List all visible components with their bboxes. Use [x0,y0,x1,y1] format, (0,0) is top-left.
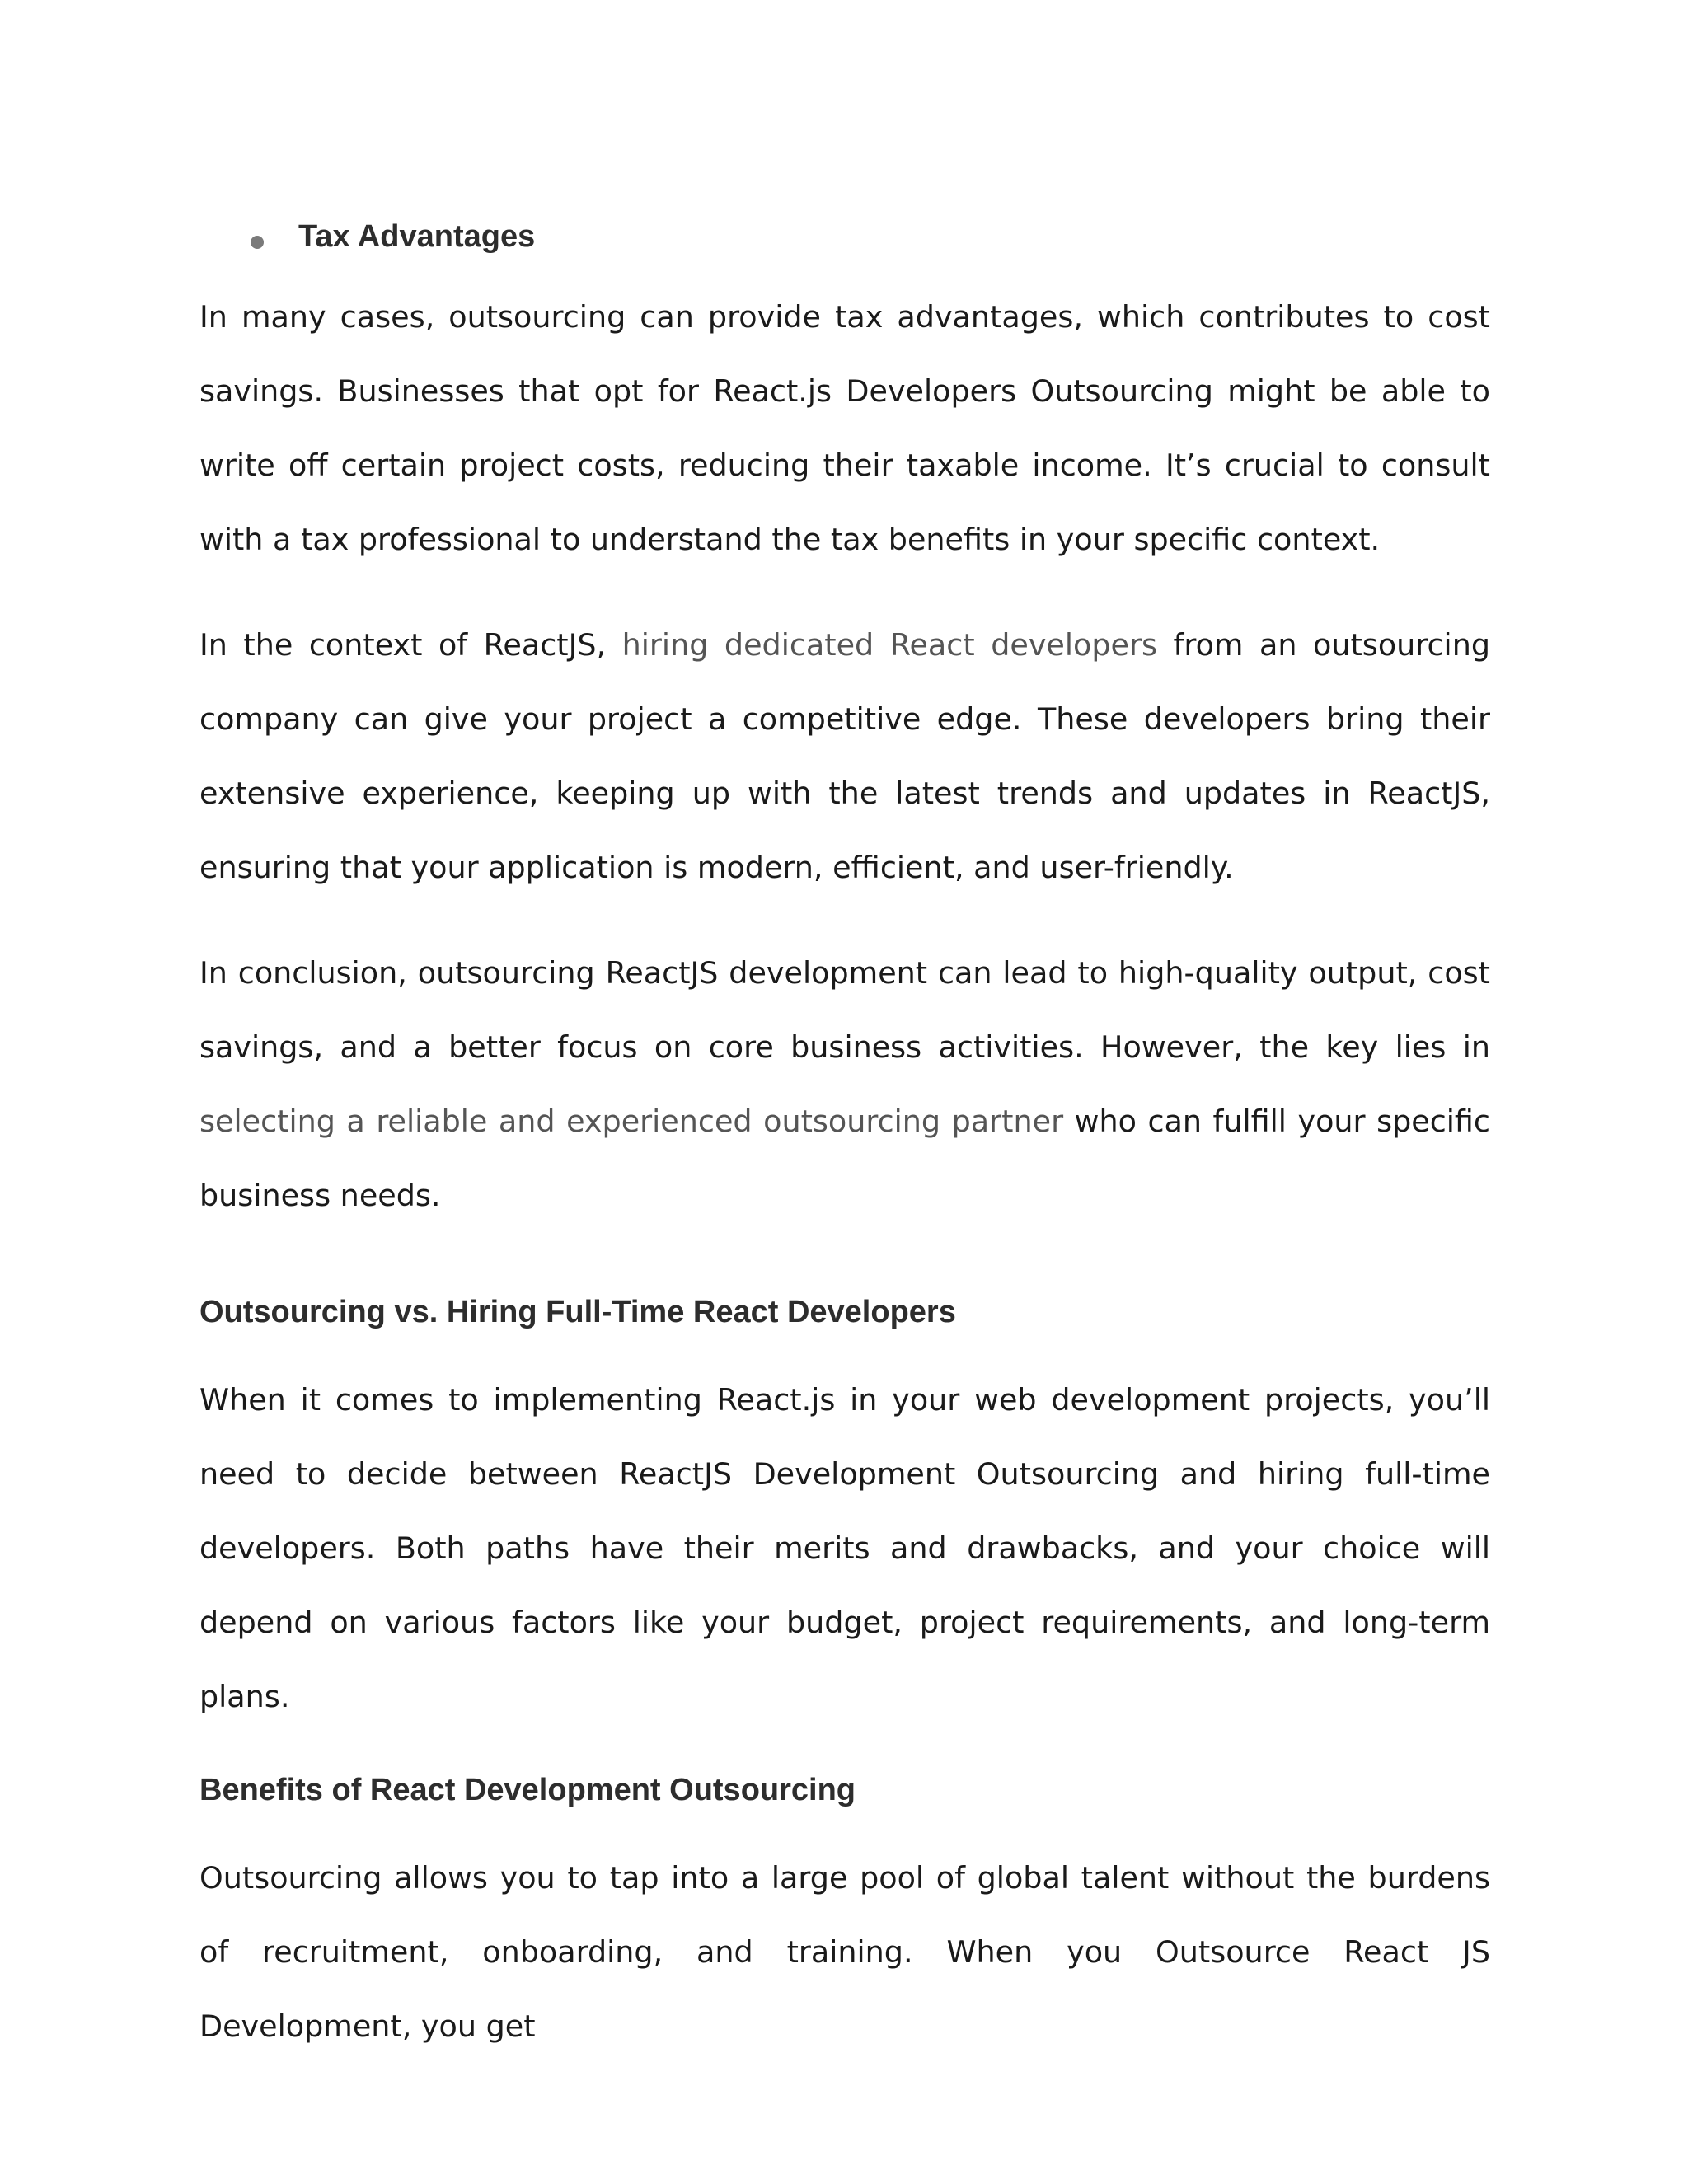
heading-outsourcing-vs-hiring: Outsourcing vs. Hiring Full-Time React Developers [199,1295,956,1329]
paragraph-text: In conclusion, outsourcing ReactJS development can lead to high-quality output, cost savings, and a better focus on core business activities. However, the key lies in [199,955,1490,1065]
paragraph-reactjs-context [199,608,1490,905]
paragraph-benefits-of-outsourcing: Outsourcing allows you to tap into a large pool of global talent without the burdens of recruitment, onboarding, and training. When you Outsource React JS Development, you get [199,1860,1490,2044]
bullet-item-tax-advantages [199,216,1490,265]
bullet-dot-icon [251,236,264,249]
paragraph-outsourcing-vs-hiring: When it comes to implementing React.js in your web development projects, you’ll need to decide between ReactJS Development Outsourcing and hiring full-time developers. Both paths have their merits and drawbacks, and your choice will depend on various factors like your budget, project requirements, and long-term plans. [199,1382,1490,1714]
link-hiring-dedicated-react-developers[interactable]: hiring dedicated React developers [621,627,1157,663]
paragraph-tax-advantages: In many cases, outsourcing can provide tax advantages, which contributes to cost savings. Businesses that opt for React.js Developers Outsourcing might be able to write off certain project costs, reducing their taxable income. It’s crucial to consult with a tax professional to understand the tax benefits in your specific context. [199,299,1490,557]
paragraph-text: In the context of ReactJS, [199,627,622,663]
paragraph-conclusion [199,936,1490,1233]
heading-benefits-of-outsourcing: Benefits of React Development Outsourcing [199,1773,856,1807]
link-selecting-outsourcing-partner[interactable]: selecting a reliable and experienced outsourcing partner [199,1104,1064,1139]
paragraph-text: from an outsourcing company can give your project a competitive edge. These developers bring their extensive experience, keeping up with the latest trends and updates in ReactJS, ensuring that your application is modern, efficient, and user-friendly. [199,627,1490,885]
paragraph-text: who can fulfill your specific business needs. [199,1104,1490,1213]
bullet-label: Tax Advantages [298,219,536,254]
document-content [199,216,1490,2095]
